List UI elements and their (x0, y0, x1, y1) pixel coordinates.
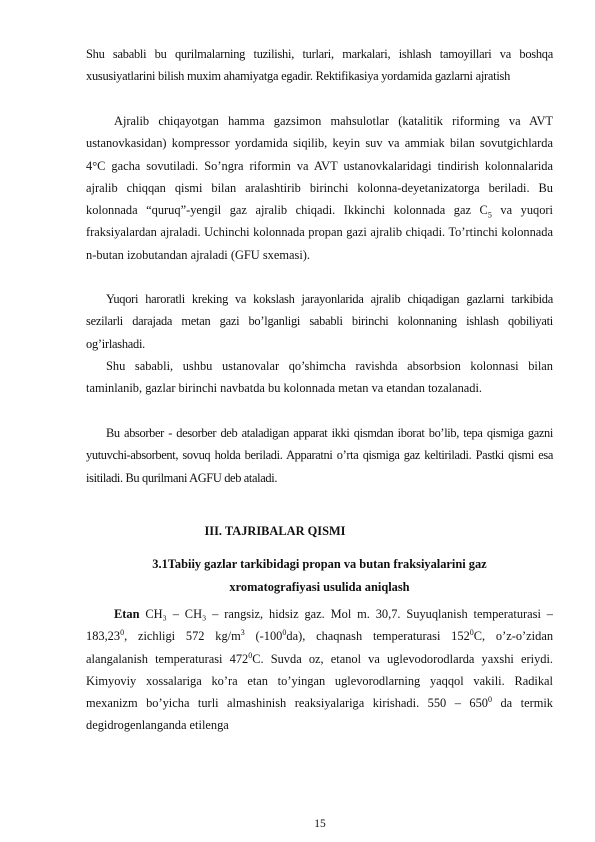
sup-degree-1: 0 (120, 628, 125, 638)
term-etan: Etan (114, 607, 140, 621)
paragraph-gas-separation (86, 110, 553, 266)
paragraph-intro-block (86, 43, 553, 88)
subsection-heading-line1: 3.1Tabiiy gazlar tarkibidagi propan va butan fraksiyalarini gaz (152, 557, 487, 571)
sup-degree-5: 0 (487, 695, 492, 705)
paragraph-cracking-block (86, 288, 553, 355)
page-number: 15 (314, 818, 326, 830)
paragraph-absorption: Shu sababli, ushbu ustanovalar qo’shimcha ravishda absorbsion kolonnasi bilan taminlanib, gazlar birinchi navbatda bu kolonnada metan va etandan tozalanadi. (86, 359, 553, 396)
etan-text-1: CH₃ – CH₃ – rangsiz, hidsiz gaz. Mol m. 30,7. Suyuqlanish temperaturasi – 183,23 (86, 607, 553, 644)
etan-text-6: C. Suvda oz, etanol va uglevodorodlarda yaxshi eriydi. Kimyoviy xossalariga ko’ra etan to’yingan uglevorodlarning yaqqol vakili. Radikal mexanizm bo’yicha turli almashinish reaksiyalariga kirishadi. 550 – 650 (86, 651, 554, 711)
etan-text-4: da), chaqnash temperaturasi 152 (286, 629, 470, 644)
sup-degree-4: 0 (248, 650, 253, 660)
etan-text-7: da termik degidrogenlanganda etilenga (86, 696, 553, 733)
paragraph-desorber: Bu absorber - desorber deb ataladigan apparat ikki qismdan iborat bo’lib, tepa qismiga gazni yutuvchi-absorbent, sovuq holda beriladi. Apparatni o’rta qismiga gaz keltiriladi. Pastki qismi esa isitiladi. Bu qurilmani AGFU deb ataladi. (86, 426, 553, 485)
subscript-c5: 5 (487, 210, 492, 220)
etan-text-2: , zichligi 572 kg/m (124, 629, 241, 644)
paragraph-etan (86, 603, 553, 737)
paragraph-cracking: Yuqori haroratli kreking va kokslash jarayonlarida ajralib chiqadigan gazlarni tarkibida sezilarli darajada metan gazi bo’lganligi sababli birinchi kolonnaning ishlash qobiliyati og’irlashadi. (86, 292, 553, 351)
paragraph-gas-separation-rest: va yuqori fraksiyalardan ajraladi. Uchinchi kolonnada propan gazi ajralib chiqadi. To’rtinchi kolonnada n-butan izobutandan ajraladi (GFU sxemasi). (86, 203, 553, 262)
sup-degree-2: 0 (282, 628, 287, 638)
paragraph-desorber-block (86, 422, 553, 489)
section-heading: III. TAJRIBALAR QISMI (204, 524, 346, 538)
subsection-heading-line2: xromatografiyasi usulida aniqlash (229, 580, 410, 594)
sup-degree-3: 0 (469, 628, 474, 638)
paragraph-intro: Shu sababli bu qurilmalarning tuzilishi, turlari, markalari, ishlash tamoyillari va boshqa xususiyatlarini bilish muxim ahamiyatga egadir. Rektifikasiya yordamida gazlarni ajratish (86, 47, 553, 84)
etan-text-5: C, o’z-o’zidan alangalanish temperaturasi 472 (86, 629, 554, 666)
paragraph-gas-separation-block (86, 110, 553, 266)
etan-text-3: (-100 (244, 629, 283, 644)
sup-cubic: 3 (240, 628, 245, 638)
paragraph-etan-block (86, 603, 553, 737)
paragraph-gas-separation-text: Ajralib chiqayotgan hamma gazsimon mahsulotlar (katalitik riforming va AVT ustanovkasidan) kompressor yordamida siqilib, keyin suv va ammiak bilan sovutgichlarda 4°C gacha sovutiladi. So’ngra riformin va AVT ustanovkalaridagi tindirish kolonnalarida ajralib chiqqan qismi bilan aralashtirib birinchi kolonna-deyetanizatorga beriladi. Bu kolonnada “quruq”-yengil gaz ajralib chiqadi. Ikkinchi kolonnada gaz C (86, 114, 553, 218)
paragraph-absorption-block (86, 355, 553, 400)
